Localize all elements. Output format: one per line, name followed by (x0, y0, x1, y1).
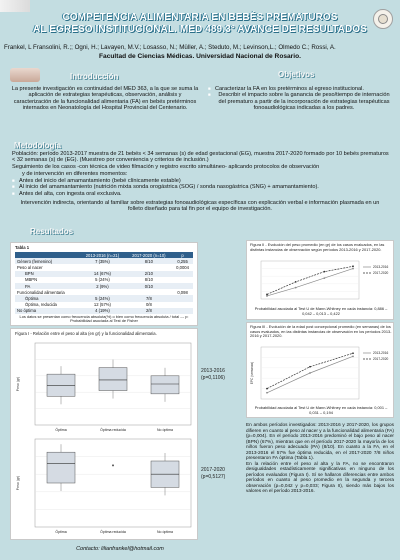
series-point (352, 352, 354, 354)
series-point (266, 294, 268, 296)
table-cell: Óptima, reducida (25, 302, 57, 308)
method-bullet: ■ Antes del alta, con ingesta oral exclusiva. (12, 191, 392, 197)
box (47, 452, 75, 483)
title-line-1: COMPETENCIA ALIMENTARIA EN BEBÉS PREMATUROS (62, 12, 338, 23)
table-cell: 14 (67%) (79, 271, 125, 277)
table-cell: 0,255 (172, 258, 193, 264)
results-heading: Resultados (30, 227, 74, 236)
figure3-footer: Probabilidad asociada al Test U de Mann-Whitney en cada instancia: 0,001 – 0,031 – 0,194 (254, 405, 388, 415)
series-point (323, 271, 325, 273)
series-point (266, 392, 268, 394)
table-cell: 2/8 (126, 308, 172, 314)
table-header-cell: 2013-2016 (n=21) (79, 252, 125, 258)
table-cell: PA (15, 283, 79, 289)
methodology-p2b: y de intervención en diferentes momentos: (22, 171, 128, 177)
table-cell: MBPN (25, 277, 38, 283)
figure1-caption: Figura I - Relación entre el peso al alta (en gr) y la funcionalidad alimentaria. (15, 331, 157, 336)
table-cell: Género (femenino) (15, 258, 79, 264)
legend-label: 2013-2016 (373, 265, 389, 269)
table-cell: 0/10 (126, 283, 172, 289)
figure1-p-a: (p=0,1106) (201, 375, 225, 381)
discussion-text (246, 422, 394, 494)
corner-decoration (0, 0, 30, 12)
figure1-chart (11, 339, 199, 539)
table-cell (172, 308, 193, 314)
figure1-label-a: 2013-2016 (201, 368, 225, 374)
table-note: Los datos se presentan como frecuencia absoluta(%) o bien como frecuencia absoluta / total --- p: Probabilidad asociada al Test de Fisher (19, 313, 189, 324)
methodology-heading: Metodología (14, 141, 62, 150)
table-cell: 5 (24%) (79, 295, 125, 301)
table-title: Tabla 1 (15, 245, 30, 250)
intro-heading: Introducción (70, 72, 119, 81)
table-cell: 0,0004 (176, 264, 189, 270)
table-header-cell: p (172, 252, 193, 258)
results-table (15, 252, 193, 314)
figure2-footer: Probabilidad asociada al Test U de Mann-Whitney en cada instancia: 0,886 – 0,042 – 0,013 – 0,422 (254, 306, 388, 316)
series-point (266, 388, 268, 390)
table-cell: Óptima (15, 295, 79, 301)
x-tick-label: No óptima (157, 428, 173, 432)
box (47, 374, 75, 396)
series-point (295, 287, 297, 289)
table-cell: 12 (57%) (93, 302, 111, 308)
methodology-p2: Seguimiento de los casos -con técnica de video filmación y registro escrito simultáneo- aplicando protocolos de observación (12, 164, 320, 170)
series-point (309, 372, 311, 374)
series-point (352, 265, 354, 267)
table-cell: Funcionalidad alimentaria (17, 289, 65, 295)
method-bullet: ■ Antes del inicio del amamantamiento (bebé clínicamente estable) (12, 178, 392, 184)
x-tick-label: No óptima (157, 530, 173, 534)
y-axis-label: EPC (semanas) (250, 361, 254, 385)
series-point (323, 277, 325, 279)
authors: Frankel, L Fransolini, R.;; Ogni, H.; Lavayen, M.V.; Losasso, N.; Müller, A.; Steduto, M.; Levinson,L.; Olmedo C.; Rossi, A. (4, 44, 336, 51)
table-cell: 7/8 (126, 295, 172, 301)
table-cell: 5 (24%) (95, 277, 110, 283)
series-point (352, 355, 354, 357)
table-cell: No óptima (15, 308, 79, 314)
table-panel (10, 242, 198, 326)
figure3-chart (247, 343, 395, 405)
table-cell: 4 (19%) (79, 308, 125, 314)
objective-item: ■ Describir el impacto sobre la ganancia de peso/tiempo de internación del prematuro a partir de la incorporación de estrategias terapéuticas fonoaudiológicas indicadas a los padres. (208, 92, 393, 111)
x-tick-label: Óptima reducida (100, 428, 126, 432)
x-tick-label: Óptima (55, 428, 67, 432)
legend-label: 2017-2020 (373, 271, 389, 275)
discussion-paragraph-2: En la relación entre el peso al alta y la FA, no se encontraron desigualdades estadísticamente significativas en ninguno de los períodos evaluados (Figura I). Sí se hallaron diferencias entre ambos períodos en cuanto al peso promedio en la segunda y tercera observación (p=0,042 y p=0,033; Figura II), siendo más bajos los valores en el período 2013-2016. (246, 460, 394, 493)
table-header-cell: 2017-2020 (n=10) (126, 252, 172, 258)
objectives-heading: Objetivos (278, 70, 315, 79)
discussion-paragraph: En ambos períodos investigados: 2013-2016 y 2017-2020, los grupos difieren en cuanto al peso al nacer y a la funcionalidad alimentaria (FA) (p=0,004). En el período 2013-2016 predominó el bajo peso al nacer (BPN) (67%), mientras que en el período 2017-2020 la mayoría de los niños fueron peso adecuado (PA) (8/10). En cuanto a la FA, en el 2013-2016 el 57% fue óptima reducida, en el 2017-2020 7/8 niños presentaron FA óptima (Tabla 1). (246, 422, 394, 460)
y-axis-label: Peso (gr) (16, 376, 20, 392)
series-point (295, 281, 297, 283)
box (99, 368, 127, 391)
methodology-p3: Intervención indirecta, orientando al familiar sobre estrategias fonoaudiológicas específicas con explicación verbal e información plasmada en un folleto diseñado para tal fin por el equipo de investigación. (20, 200, 380, 213)
baby-photo (10, 68, 40, 82)
figure2-chart (247, 257, 395, 305)
legend-label: 2013-2016 (373, 351, 389, 355)
methodology-bullets (12, 178, 392, 197)
intro-text: La presente investigación es continuidad del MED 363, a la que se suma la aplicación de estrategias terapéuticas, observación, análisis y caracterización de la funcionalidad alimentaria (FA) en bebés pretérminos internados en Neonatología del Hospital Provincial del Centenario. (11, 86, 199, 111)
figure1-p-b: (p=0,5127) (201, 474, 226, 480)
table-cell: 0,098 (177, 289, 188, 295)
contact-email[interactable]: Contacto: lilianfrankel@hotmail.com (76, 546, 164, 552)
title-line-2: AL EGRESO INSTITUCIONAL. MED 489.3° AVANCE DE RESULTADOS (33, 24, 367, 35)
figure3-caption: Figura III - Evolución de la edad post concepcional promedio (en semanas) de los casos evaluados, en las distintas instancias de observación en los períodos 2013-2016 y 2017-2020. (250, 324, 392, 338)
figure2-caption: Figura II - Evolución del peso promedio (en gr) de los casos evaluados, en las distintas instancias de observación según períodos 2013-2016 y 2017-2020. (250, 242, 385, 252)
objective-item: ■ Caracterizar la FA en los pretérminos al egreso institucional. (208, 86, 393, 92)
figure2-panel (246, 240, 394, 320)
table-cell: BPN (15, 271, 79, 277)
x-tick-label: Óptima reducida (100, 530, 126, 534)
series-point (309, 366, 311, 368)
table-cell: 0/8 (145, 302, 152, 308)
table-cell: 2/10 (126, 271, 172, 277)
faculty: Facultad de Ciencias Médicas. Universidad Nacional de Rosario. (99, 53, 301, 60)
table-cell: 7 (35%) (79, 258, 125, 264)
table-cell: 8/10 (126, 258, 172, 264)
figure3-panel (246, 322, 394, 418)
objectives-list (208, 86, 393, 111)
table-cell: 8/10 (144, 277, 153, 283)
legend-label: 2017-2020 (373, 357, 389, 361)
series-point (352, 268, 354, 270)
method-bullet: ■ Al inicio del amamantamiento (nutrición mixta sonda orogástrica (SOG) / sonda nasogástrica (SNG) + amamantamiento). (12, 184, 392, 190)
x-tick-label: Óptima (55, 530, 67, 534)
y-axis-label: Peso (gr) (16, 475, 20, 491)
table-row (15, 308, 193, 314)
table-cell: 2 (9%) (79, 283, 125, 289)
figure1-label-b: 2017-2020 (201, 467, 225, 473)
table-cell: Peso al nacer (17, 264, 43, 270)
box (151, 376, 179, 394)
outlier-point (112, 464, 114, 466)
methodology-p1: Población: período 2013-2017 muestra de 21 bebés < 34 semanas (s) de edad gestacional (EG), muestra 2017-2020 formado por 10 bebés prematuros < 32 semanas (s) de (EG). (Muestreo por conveniencia y criterios de inclusión.) (12, 151, 389, 164)
figure1-panel (10, 328, 198, 540)
